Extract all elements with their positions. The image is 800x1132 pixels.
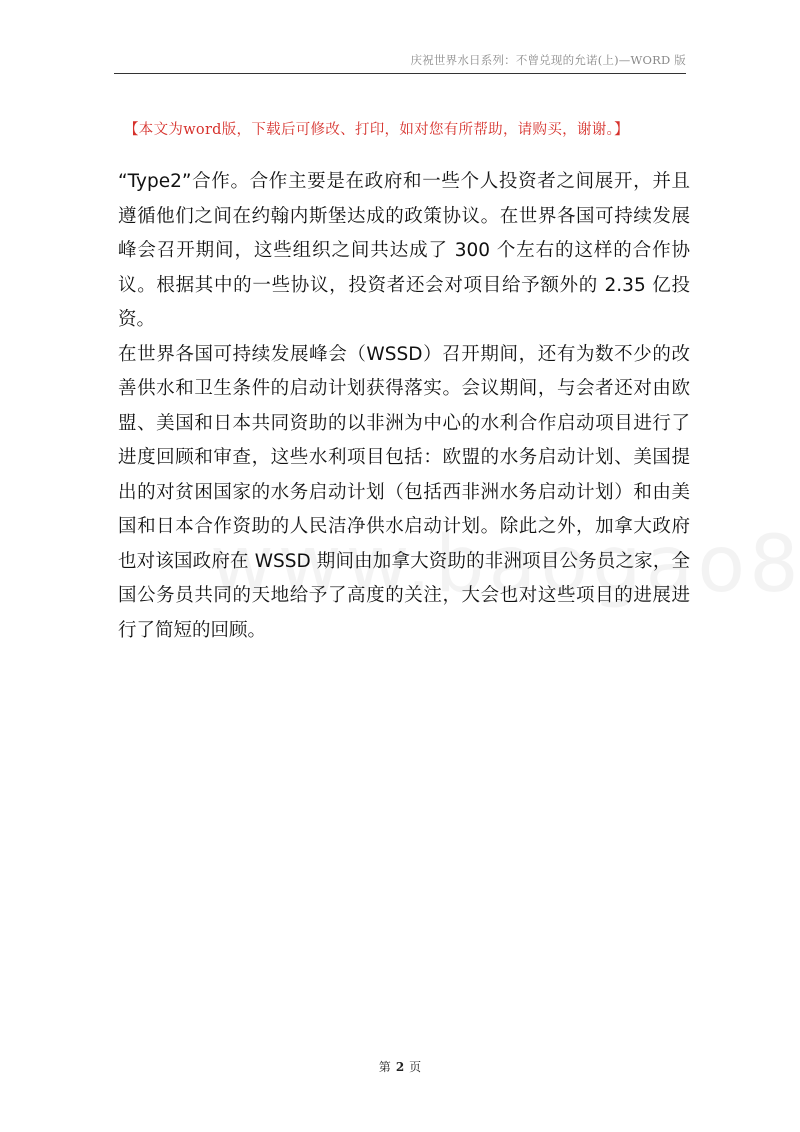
page-header-title: 庆祝世界水日系列：不曾兑现的允诺(上)—WORD 版 (410, 53, 686, 67)
page-number: 2 (395, 1060, 405, 1074)
header-divider (114, 73, 686, 74)
footer-prefix: 第 (378, 1060, 391, 1074)
download-notice: 【本文为word版，下载后可修改、打印，如对您有所帮助，请购买，谢谢。】 (124, 122, 629, 138)
page-footer (0, 1058, 800, 1075)
paragraph-2: 在世界各国可持续发展峰会（WSSD）召开期间，还有为数不少的改善供水和卫生条件的启动计划获得落实。会议期间，与会者还对由欧盟、美国和日本共同资助的以非洲为中心的水利合作启动项目进行了进度回顾和审查，这些水利项目包括：欧盟的水务启动计划、美国提出的对贫困国家的水务启动计划（包括西非洲水务启动计划）和由美国和日本合作资助的人民洁净供水启动计划。除此之外，加拿大政府也对该国政府在 WSSD 期间由加拿大资助的非洲项目公务员之家，全国公务员共同的天地给予了高度的关注，大会也对这些项目的进展进行了简短的回顾。 (118, 343, 690, 641)
footer-suffix: 页 (409, 1060, 422, 1074)
paragraph-1: “Type2”合作。合作主要是在政府和一些个人投资者之间展开，并且遵循他们之间在约翰内斯堡达成的政策协议。在世界各国可持续发展峰会召开期间，这些组织之间共达成了 300 个左右的这样的合作协议。根据其中的一些协议，投资者还会对项目给予额外的 2.35 亿投资。 (118, 171, 690, 330)
document-body (118, 165, 690, 648)
